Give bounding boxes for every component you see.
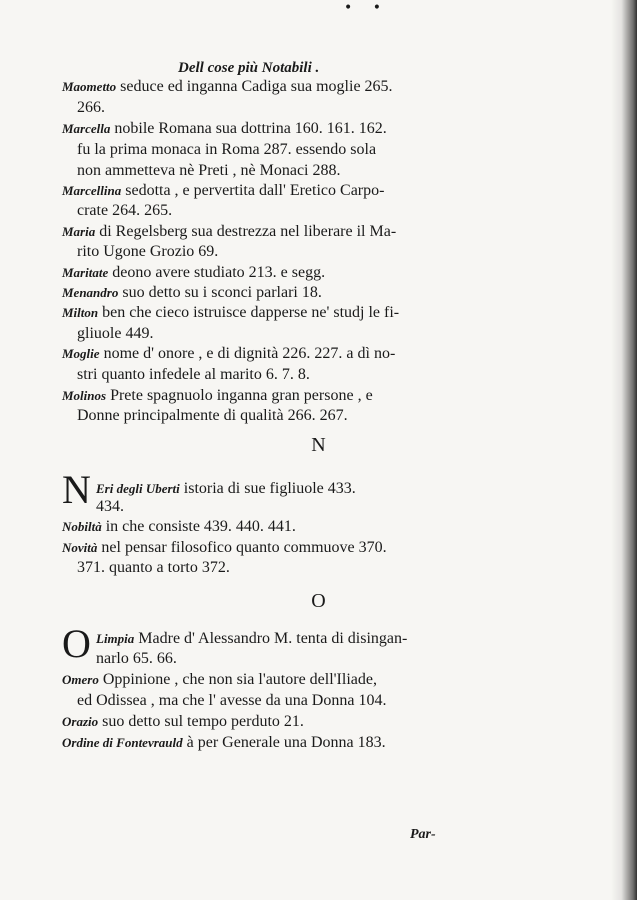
running-header: Dell cose più Notabili . xyxy=(178,60,320,76)
index-entry: Limpia Madre d' Alessandro M. tenta di disingan- xyxy=(96,630,408,647)
section-heading-n: N xyxy=(311,434,326,456)
page-gutter-shadow xyxy=(611,0,637,900)
index-entry: Menandro suo detto su i sconci parlari 18. xyxy=(62,284,322,301)
index-entry: Orazio suo detto sul tempo perduto 21. xyxy=(62,713,304,730)
index-entry: Eri degli Uberti istoria di sue figliuole 433. xyxy=(96,480,356,497)
catchword: Par- xyxy=(410,827,436,842)
index-entry: Marcella nobile Romana sua dottrina 160. 161. 162. xyxy=(62,120,387,137)
index-entry: Maria di Regelsberg sua destrezza nel liberare il Ma- xyxy=(62,223,397,240)
section-heading-o: O xyxy=(311,590,326,612)
index-entry: Nobiltà in che consiste 439. 440. 441. xyxy=(62,518,296,535)
index-entry-cont: narlo 65. 66. xyxy=(96,650,177,667)
index-entry: Molinos Prete spagnuolo inganna gran persone , e xyxy=(62,387,373,404)
index-entry-cont: stri quanto infedele al marito 6. 7. 8. xyxy=(77,366,310,383)
index-entry-cont: non ammetteva nè Preti , nè Monaci 288. xyxy=(77,162,341,179)
drop-cap-o: O xyxy=(62,621,91,666)
index-entry-cont: 434. xyxy=(96,498,124,515)
index-entry-cont: ed Odissea , ma che l' avesse da una Donna 104. xyxy=(77,692,387,709)
index-entry: Omero Oppinione , che non sia l'autore dell'Iliade, xyxy=(62,671,377,688)
index-entry: Marcellina sedotta , e pervertita dall' Eretico Carpo- xyxy=(62,182,385,199)
index-entry-cont: 371. quanto a torto 372. xyxy=(77,559,230,576)
index-entry-cont: 266. xyxy=(77,99,105,116)
index-entry: Ordine di Fontevrauld à per Generale una Donna 183. xyxy=(62,734,386,751)
index-entry: Milton ben che cieco istruisce dapperse ne' studj le fi- xyxy=(62,304,400,321)
index-entry: Maometto seduce ed inganna Cadiga sua moglie 265. xyxy=(62,78,393,95)
index-entry-cont: rito Ugone Grozio 69. xyxy=(77,243,219,260)
index-entry: Maritate deono avere studiato 213. e segg. xyxy=(62,264,326,281)
index-entry-cont: gliuole 449. xyxy=(77,325,154,342)
index-entry-cont: crate 264. 265. xyxy=(77,202,173,219)
index-entry: Moglie nome d' onore , e di dignità 226. 227. a dì no- xyxy=(62,345,396,362)
drop-cap-n: N xyxy=(62,467,91,512)
index-entry: Novità nel pensar filosofico quanto commuove 370. xyxy=(62,539,387,556)
top-marks: • • xyxy=(344,0,389,16)
index-entry-cont: fu la prima monaca in Roma 287. essendo sola xyxy=(77,141,377,158)
index-entry-cont: Donne principalmente di qualità 266. 267. xyxy=(77,407,348,424)
